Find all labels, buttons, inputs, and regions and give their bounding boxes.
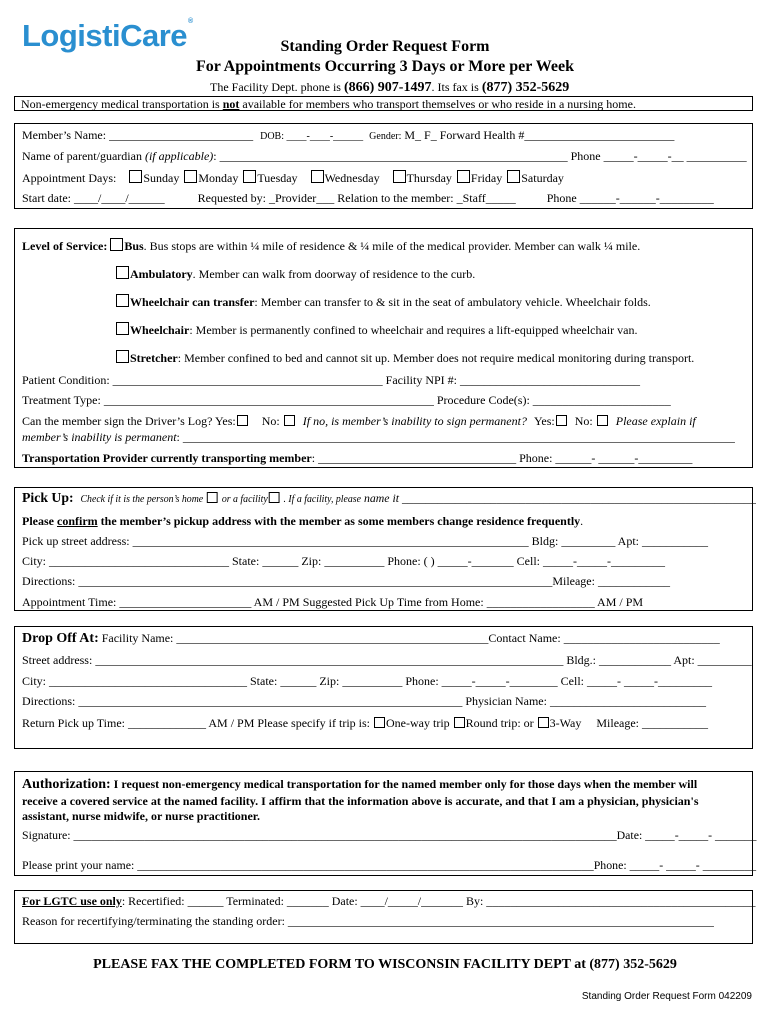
- checkbox-icon[interactable]: [538, 717, 549, 728]
- pickup-header-row[interactable]: Pick Up: Check if it is the person’s home or a facility . If a facility, please name it ____________________________________________________________: [22, 491, 756, 506]
- inability-explain-row[interactable]: member’s inability is permanent: ____________________________________________________________________________________________: [22, 430, 735, 444]
- checkbox-icon[interactable]: [457, 170, 470, 183]
- treatment-type-row[interactable]: Treatment Type: _______________________________________________________ Procedure Code(s): _______________________: [22, 393, 671, 407]
- day-sunday[interactable]: Sunday: [129, 171, 179, 185]
- start-date-row[interactable]: Start date: ____/____/______ Requested by: _Provider___ Relation to the member: _Staff_____ Phone ______-______-_________: [22, 191, 714, 205]
- day-tuesday[interactable]: Tuesday: [243, 171, 297, 185]
- day-thursday[interactable]: Thursday: [393, 171, 452, 185]
- form-title: Standing Order Request Form: [280, 38, 490, 55]
- logisticare-logo: LogistiCare®: [22, 18, 193, 53]
- signature-row[interactable]: Signature: ____________________________________________________________________________________________Date: _____-_____- _______: [22, 828, 757, 842]
- dropoff-street-row[interactable]: Street address: ______________________________________________________________________________ Bldg.: ____________ Apt: _________: [22, 653, 752, 667]
- checkbox-icon[interactable]: [116, 322, 129, 335]
- service-stretcher[interactable]: Stretcher: Member confined to bed and cannot sit up. Member does not require medical monitoring during transport.: [116, 350, 694, 366]
- authorization-text-2: receive a covered service at the named facility. I affirm that the information above is accurate, and that I am a physician, physician's: [22, 794, 699, 808]
- fax-instructions: PLEASE FAX THE COMPLETED FORM TO WISCONSIN FACILITY DEPT at (877) 352-5629: [93, 957, 677, 972]
- service-ambulatory[interactable]: Ambulatory. Member can walk from doorway of residence to the curb.: [116, 266, 475, 282]
- checkbox-icon[interactable]: [110, 238, 123, 251]
- dropoff-city-row[interactable]: City: _________________________________ State: ______ Zip: __________ Phone: _____-_____-________ Cell: _____- _____-_________: [22, 674, 712, 688]
- checkbox-icon[interactable]: [393, 170, 406, 183]
- pickup-directions-row[interactable]: Directions: _______________________________________________________________________________Mileage: ____________: [22, 574, 670, 588]
- checkbox-icon[interactable]: [556, 415, 567, 426]
- day-saturday[interactable]: Saturday: [507, 171, 564, 185]
- member-name-row[interactable]: Member’s Name: ________________________ DOB: ____-____-______ Gender: M_ F_ Forward Health #_________________________: [22, 128, 675, 142]
- authorization-text-3: assistant, nurse midwife, or nurse practitioner.: [22, 809, 260, 823]
- pickup-street-row[interactable]: Pick up street address: __________________________________________________________________ Bldg: _________ Apt: ___________: [22, 534, 708, 548]
- facility-phone: (866) 907-1497: [343, 80, 432, 95]
- authorization-text-1: Authorization: I request non-emergency medical transportation for the named member only for those days when the member will: [22, 777, 698, 792]
- checkbox-icon[interactable]: [507, 170, 520, 183]
- facility-contact: The Facility Dept. phone is (866) 907-1497. Its fax is (877) 352-5629: [210, 80, 570, 95]
- appointment-time-row[interactable]: Appointment Time: ______________________ AM / PM Suggested Pick Up Time from Home: __________________ AM / PM: [22, 595, 644, 609]
- checkbox-icon[interactable]: [311, 170, 324, 183]
- lgtc-reason-row[interactable]: Reason for recertifying/terminating the standing order: _______________________________________________________________________: [22, 914, 714, 928]
- dropoff-facility-row[interactable]: Drop Off At: Facility Name: ____________________________________________________Contact Name: __________________________: [22, 631, 720, 646]
- day-monday[interactable]: Monday: [184, 171, 238, 185]
- form-subtitle: For Appointments Occurring 3 Days or More per Week: [195, 58, 575, 75]
- dropoff-directions-row[interactable]: Directions: ________________________________________________________________ Physician Name: __________________________: [22, 694, 706, 708]
- checkbox-icon[interactable]: [284, 415, 295, 426]
- transport-provider-row[interactable]: Transportation Provider currently transporting member: _________________________________ Phone: ______- ______-_________: [22, 451, 693, 465]
- checkbox-icon[interactable]: [374, 717, 385, 728]
- checkbox-icon[interactable]: [129, 170, 142, 183]
- checkbox-icon[interactable]: [184, 170, 197, 183]
- service-wheelchair-transfer[interactable]: Wheelchair can transfer: Member can transfer to & sit in the seat of ambulatory vehicle. Wheelchair folds.: [116, 294, 651, 310]
- service-bus[interactable]: Level of Service: Bus. Bus stops are within ¼ mile of residence & ¼ mile of the medical provider. Member can walk ¼ mile.: [22, 239, 641, 253]
- checkbox-icon[interactable]: [237, 415, 248, 426]
- checkbox-icon[interactable]: [454, 717, 465, 728]
- sign-log-row[interactable]: Can the member sign the Driver’s Log? Yes: No: If no, is member’s inability to sign permanent? Yes: No: Please explain if: [22, 414, 696, 428]
- pickup-city-row[interactable]: City: ______________________________ State: ______ Zip: __________ Phone: ( ) _____-_______ Cell: _____-_____-_________: [22, 554, 665, 568]
- day-friday[interactable]: Friday: [457, 171, 502, 185]
- checkbox-icon[interactable]: [243, 170, 256, 183]
- nemt-notice: Non-emergency medical transportation is not available for members who transport themselves or who reside in a nursing home.: [14, 96, 753, 111]
- service-wheelchair[interactable]: Wheelchair: Member is permanently confined to wheelchair and requires a lift-equipped wheelchair van.: [116, 322, 638, 338]
- checkbox-icon[interactable]: [269, 492, 280, 503]
- checkbox-icon[interactable]: [597, 415, 608, 426]
- return-pickup-row[interactable]: Return Pick up Time: _____________ AM / PM Please specify if trip is: One-way trip Round trip: or 3-Way Mileage: ___________: [22, 716, 709, 730]
- lgtc-row[interactable]: For LGTC use only: Recertified: ______ Terminated: _______ Date: ____/_____/_______ By: _____________________________________________: [22, 894, 756, 908]
- form-number: Standing Order Request Form 042209: [581, 991, 752, 1002]
- checkbox-icon[interactable]: [207, 492, 218, 503]
- print-name-row[interactable]: Please print your name: _____________________________________________________________________________Phone: _____- _____- _________: [22, 858, 757, 872]
- checkbox-icon[interactable]: [116, 266, 129, 279]
- pickup-confirm-note: Please confirm the member’s pickup address with the member as some members change residence frequently.: [22, 514, 584, 528]
- checkbox-icon[interactable]: [116, 350, 129, 363]
- facility-fax: (877) 352-5629: [481, 80, 570, 95]
- appointment-days-row: Appointment Days: Sunday Monday Tuesday Wednesday Thursday Friday Saturday: [22, 171, 564, 185]
- patient-condition-row[interactable]: Patient Condition: _____________________________________________ Facility NPI #: ______________________________: [22, 373, 640, 387]
- checkbox-icon[interactable]: [116, 294, 129, 307]
- guardian-row[interactable]: Name of parent/guardian (if applicable): __________________________________________________________ Phone _____-_____-__ __________: [22, 149, 747, 163]
- day-wednesday[interactable]: Wednesday: [311, 171, 380, 185]
